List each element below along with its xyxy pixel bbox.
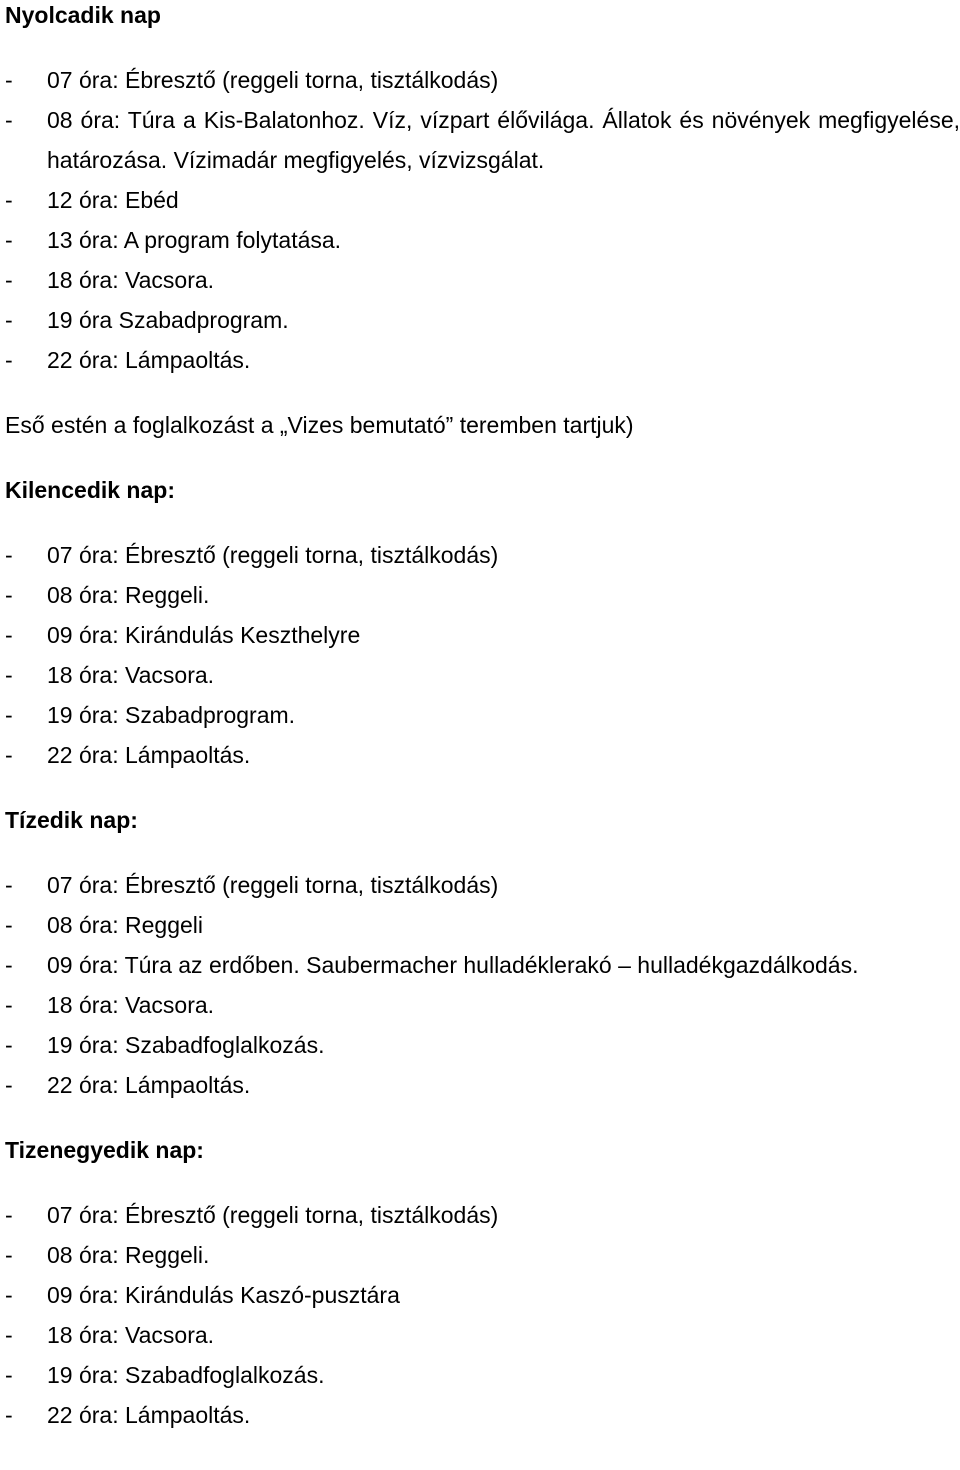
bullet-dash: - <box>5 952 13 978</box>
spacer <box>5 510 960 535</box>
list-item-text: 22 óra: Lámpaoltás. <box>47 1402 251 1428</box>
schedule-list <box>5 535 960 775</box>
list-item <box>5 695 960 735</box>
list-item-text: 07 óra: Ébresztő (reggeli torna, tisztálkodás) <box>47 872 499 898</box>
spacer <box>5 775 960 800</box>
spacer <box>5 1170 960 1195</box>
list-item-text: 19 óra: Szabadfoglalkozás. <box>47 1362 325 1388</box>
list-item <box>5 1065 960 1105</box>
list-item <box>5 535 960 575</box>
spacer <box>5 840 960 865</box>
list-item <box>5 180 960 220</box>
list-item <box>5 905 960 945</box>
list-item-text: 19 óra: Szabadfoglalkozás. <box>47 1032 325 1058</box>
list-item <box>5 575 960 615</box>
list-item-text: 19 óra: Szabadprogram. <box>47 702 296 728</box>
list-item-text: 13 óra: A program folytatása. <box>47 227 342 253</box>
bullet-dash: - <box>5 187 13 213</box>
list-item <box>5 260 960 300</box>
section-heading: Tízedik nap: <box>5 807 138 833</box>
bullet-dash: - <box>5 742 13 768</box>
list-item <box>5 865 960 905</box>
schedule-list <box>5 60 960 380</box>
schedule-list <box>5 865 960 1105</box>
list-item-text: 18 óra: Vacsora. <box>47 267 215 293</box>
bullet-dash: - <box>5 1202 13 1228</box>
list-item <box>5 945 960 985</box>
bullet-dash: - <box>5 992 13 1018</box>
list-item <box>5 100 960 180</box>
bullet-dash: - <box>5 912 13 938</box>
bullet-dash: - <box>5 1242 13 1268</box>
list-item <box>5 340 960 380</box>
list-item <box>5 1235 960 1275</box>
list-item-text: 12 óra: Ebéd <box>47 187 179 213</box>
list-item-text: 08 óra: Reggeli. <box>47 1242 210 1268</box>
list-item <box>5 1025 960 1065</box>
list-item-text: 08 óra: Túra a Kis-Balatonhoz. Víz, vízpart élővilága. Állatok és növények megfigyelése, határozása. Vízimadár megfigyelés, vízvizsgálat. <box>47 107 960 173</box>
list-item <box>5 220 960 260</box>
list-item <box>5 735 960 775</box>
bullet-dash: - <box>5 107 13 133</box>
bullet-dash: - <box>5 307 13 333</box>
list-item-text: 22 óra: Lámpaoltás. <box>47 1072 251 1098</box>
list-item <box>5 1355 960 1395</box>
bullet-dash: - <box>5 702 13 728</box>
bullet-dash: - <box>5 622 13 648</box>
spacer <box>5 35 960 60</box>
list-item <box>5 985 960 1025</box>
list-item-text: 08 óra: Reggeli. <box>47 582 210 608</box>
rain-note: Eső estén a foglalkozást a „Vizes bemutató” teremben tartjuk) <box>5 412 634 438</box>
bullet-dash: - <box>5 542 13 568</box>
section-heading: Nyolcadik nap <box>5 2 161 28</box>
section-heading: Tizenegyedik nap: <box>5 1137 204 1163</box>
list-item <box>5 300 960 340</box>
bullet-dash: - <box>5 1032 13 1058</box>
list-item-text: 08 óra: Reggeli <box>47 912 203 938</box>
list-item-text: 09 óra: Kirándulás Kaszó-pusztára <box>47 1282 400 1308</box>
list-item-text: 07 óra: Ébresztő (reggeli torna, tisztálkodás) <box>47 1202 499 1228</box>
bullet-dash: - <box>5 1072 13 1098</box>
list-item <box>5 1195 960 1235</box>
list-item-text: 09 óra: Kirándulás Keszthelyre <box>47 622 361 648</box>
bullet-dash: - <box>5 1322 13 1348</box>
list-item-text: 22 óra: Lámpaoltás. <box>47 347 251 373</box>
bullet-dash: - <box>5 872 13 898</box>
spacer <box>5 1105 960 1130</box>
bullet-dash: - <box>5 267 13 293</box>
schedule-list <box>5 1195 960 1435</box>
list-item <box>5 1395 960 1435</box>
list-item-text: 19 óra Szabadprogram. <box>47 307 289 333</box>
list-item-text: 07 óra: Ébresztő (reggeli torna, tisztálkodás) <box>47 542 499 568</box>
bullet-dash: - <box>5 1282 13 1308</box>
list-item <box>5 1275 960 1315</box>
list-item <box>5 1315 960 1355</box>
bullet-dash: - <box>5 662 13 688</box>
list-item-text: 18 óra: Vacsora. <box>47 662 215 688</box>
list-item-text: 09 óra: Túra az erdőben. Saubermacher hulladéklerakó – hulladékgazdálkodás. <box>47 952 859 978</box>
list-item-text: 18 óra: Vacsora. <box>47 1322 215 1348</box>
bullet-dash: - <box>5 1362 13 1388</box>
list-item-text: 07 óra: Ébresztő (reggeli torna, tisztálkodás) <box>47 67 499 93</box>
section-heading: Kilencedik nap: <box>5 477 175 503</box>
bullet-dash: - <box>5 582 13 608</box>
list-item <box>5 60 960 100</box>
bullet-dash: - <box>5 67 13 93</box>
bullet-dash: - <box>5 1402 13 1428</box>
bullet-dash: - <box>5 347 13 373</box>
list-item <box>5 655 960 695</box>
list-item <box>5 615 960 655</box>
bullet-dash: - <box>5 227 13 253</box>
list-item-text: 22 óra: Lámpaoltás. <box>47 742 251 768</box>
list-item-text: 18 óra: Vacsora. <box>47 992 215 1018</box>
